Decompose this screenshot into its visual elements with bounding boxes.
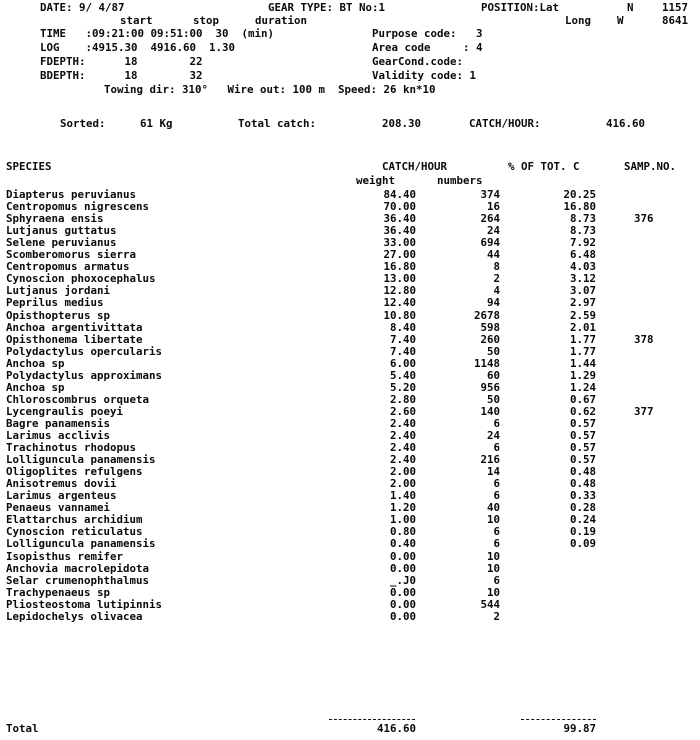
species-name: Chloroscombrus orqueta bbox=[6, 393, 150, 406]
pct-of-total: 1.24 bbox=[569, 381, 596, 394]
pct-of-total: 2.01 bbox=[569, 321, 596, 334]
pct-of-total: 0.28 bbox=[569, 501, 596, 514]
catch-weight: 12.40 bbox=[383, 296, 416, 309]
species-name: Trachypenaeus sp bbox=[6, 586, 111, 599]
log-line: LOG :4915.30 4916.60 1.30 bbox=[40, 41, 236, 54]
catch-numbers: 6 bbox=[493, 441, 500, 454]
species-name: Sphyraena ensis bbox=[6, 212, 104, 225]
numbers-subheader: numbers bbox=[437, 174, 483, 187]
catch-weight: 2.80 bbox=[389, 393, 416, 406]
catch-numbers: 24 bbox=[486, 429, 500, 442]
catch-numbers: 264 bbox=[480, 212, 500, 225]
catch-weight: 2.40 bbox=[389, 453, 416, 466]
pct-of-total: 0.48 bbox=[569, 465, 596, 478]
catch-numbers: 10 bbox=[486, 586, 500, 599]
catch-numbers: 16 bbox=[486, 200, 500, 213]
species-name: Anisotremus dovii bbox=[6, 477, 117, 490]
sorted-value: 61 Kg bbox=[140, 117, 173, 130]
catch-numbers: 6 bbox=[493, 525, 500, 538]
catch-weight: 2.40 bbox=[389, 441, 416, 454]
catch-weight: 1.20 bbox=[389, 501, 416, 514]
catch-hour-column-header: CATCH/HOUR bbox=[382, 160, 448, 173]
species-name: Bagre panamensis bbox=[6, 417, 111, 430]
pct-of-total: 0.48 bbox=[569, 477, 596, 490]
catch-weight: 36.40 bbox=[383, 224, 416, 237]
species-name: Lolliguncula panamensis bbox=[6, 453, 156, 466]
catch-weight: 0.00 bbox=[389, 598, 416, 611]
pct-of-total: 0.57 bbox=[569, 441, 596, 454]
catch-weight: 33.00 bbox=[383, 236, 416, 249]
lat-direction: N bbox=[627, 1, 634, 14]
pct-of-total: 1.29 bbox=[569, 369, 596, 382]
pct-total-column-header: % OF TOT. C bbox=[508, 160, 580, 173]
catch-weight: 1.40 bbox=[389, 489, 416, 502]
catch-weight: 1.00 bbox=[389, 513, 416, 526]
species-name: Pliosteostoma lutipinnis bbox=[6, 598, 163, 611]
sample-number: 378 bbox=[634, 333, 654, 346]
pct-of-total: 0.24 bbox=[569, 513, 596, 526]
catch-weight: 2.00 bbox=[389, 477, 416, 490]
catch-weight: 7.40 bbox=[389, 345, 416, 358]
species-name: Anchovia macrolepidota bbox=[6, 562, 150, 575]
species-name: Lepidochelys olivacea bbox=[6, 610, 143, 623]
catch-weight: 27.00 bbox=[383, 248, 416, 261]
catch-weight: 0.00 bbox=[389, 562, 416, 575]
sample-number: 376 bbox=[634, 212, 654, 225]
catch-weight: 7.40 bbox=[389, 333, 416, 346]
catch-weight: 0.00 bbox=[389, 586, 416, 599]
gearcond-code: GearCond.code: bbox=[372, 55, 464, 68]
species-name: Cynoscion phoxocephalus bbox=[6, 272, 156, 285]
species-name: Isopisthus remifer bbox=[6, 550, 124, 563]
gear-type-line: GEAR TYPE: BT No:1 bbox=[268, 1, 386, 14]
catch-weight: 12.80 bbox=[383, 284, 416, 297]
position-label: POSITION:Lat bbox=[481, 1, 560, 14]
species-name: Anchoa sp bbox=[6, 357, 65, 370]
catch-numbers: 216 bbox=[480, 453, 500, 466]
lat-value: 1157 bbox=[661, 1, 688, 14]
species-name: Opisthonema libertate bbox=[6, 333, 143, 346]
catch-numbers: 10 bbox=[486, 550, 500, 563]
catch-weight: 2.40 bbox=[389, 429, 416, 442]
catch-weight: 16.80 bbox=[383, 260, 416, 273]
species-name: Selar crumenophthalmus bbox=[6, 574, 150, 587]
species-name: Larimus acclivis bbox=[6, 429, 111, 442]
species-name: Lolliguncula panamensis bbox=[6, 537, 156, 550]
catch-numbers: 40 bbox=[486, 501, 500, 514]
catch-weight: 2.00 bbox=[389, 465, 416, 478]
catch-numbers: 2678 bbox=[473, 309, 500, 322]
catch-numbers: 50 bbox=[486, 393, 500, 406]
total-pct: 99.87 bbox=[563, 722, 596, 735]
catch-numbers: 14 bbox=[486, 465, 500, 478]
long-direction: W bbox=[617, 14, 624, 27]
long-label: Long bbox=[565, 14, 592, 27]
pct-of-total: 2.59 bbox=[569, 309, 596, 322]
total-catch-label: Total catch: bbox=[238, 117, 317, 130]
validity-code: Validity code: 1 bbox=[372, 69, 477, 82]
pct-of-total: 8.73 bbox=[569, 224, 596, 237]
purpose-code: Purpose code: 3 bbox=[372, 27, 483, 40]
catch-numbers: 10 bbox=[486, 513, 500, 526]
catch-numbers: 24 bbox=[486, 224, 500, 237]
catch-numbers: 10 bbox=[486, 562, 500, 575]
catch-numbers: 694 bbox=[480, 236, 500, 249]
species-name: Lycengraulis poeyi bbox=[6, 405, 124, 418]
species-name: Trachinotus rhodopus bbox=[6, 441, 137, 454]
total-label: Total bbox=[6, 722, 39, 735]
catch-weight: 70.00 bbox=[383, 200, 416, 213]
pct-of-total: 1.44 bbox=[569, 357, 596, 370]
pct-of-total: 0.19 bbox=[569, 525, 596, 538]
catch-weight: 84.40 bbox=[383, 188, 416, 201]
pct-of-total: 16.80 bbox=[563, 200, 596, 213]
catch-weight: 5.40 bbox=[389, 369, 416, 382]
species-name: Oligoplites refulgens bbox=[6, 465, 143, 478]
catch-numbers: 140 bbox=[480, 405, 500, 418]
catch-weight: 0.40 bbox=[389, 537, 416, 550]
time-line: TIME :09:21:00 09:51:00 30 (min) bbox=[40, 27, 275, 40]
catch-weight: 36.40 bbox=[383, 212, 416, 225]
sample-number: 377 bbox=[634, 405, 654, 418]
pct-of-total: 0.09 bbox=[569, 537, 596, 550]
catch-numbers: 94 bbox=[486, 296, 500, 309]
species-name: Polydactylus opercularis bbox=[6, 345, 163, 358]
fdepth-line: FDEPTH: 18 22 bbox=[40, 55, 203, 68]
pct-of-total: 0.57 bbox=[569, 417, 596, 430]
pct-of-total: 20.25 bbox=[563, 188, 596, 201]
catch-numbers: 8 bbox=[493, 260, 500, 273]
area-code: Area code : 4 bbox=[372, 41, 483, 54]
species-name: Centropomus nigrescens bbox=[6, 200, 150, 213]
species-name: Diapterus peruvianus bbox=[6, 188, 137, 201]
pct-of-total: 1.77 bbox=[569, 333, 596, 346]
start-column-label: start bbox=[120, 14, 153, 27]
catch-numbers: 2 bbox=[493, 272, 500, 285]
catch-numbers: 6 bbox=[493, 489, 500, 502]
duration-column-label: duration bbox=[255, 14, 308, 27]
species-name: Anchoa sp bbox=[6, 381, 65, 394]
species-name: Cynoscion reticulatus bbox=[6, 525, 143, 538]
catch-weight: 8.40 bbox=[389, 321, 416, 334]
long-value: 8641 bbox=[661, 14, 688, 27]
catch-weight: 2.60 bbox=[389, 405, 416, 418]
catch-numbers: 956 bbox=[480, 381, 500, 394]
pct-of-total: 0.33 bbox=[569, 489, 596, 502]
species-name: Selene peruvianus bbox=[6, 236, 117, 249]
catch-numbers: 1148 bbox=[473, 357, 500, 370]
species-name: Lutjanus jordani bbox=[6, 284, 111, 297]
catch-hour-label: CATCH/HOUR: bbox=[469, 117, 541, 130]
species-name: Opisthopterus sp bbox=[6, 309, 111, 322]
pct-of-total: 3.12 bbox=[569, 272, 596, 285]
catch-numbers: 374 bbox=[480, 188, 500, 201]
pct-of-total: 3.07 bbox=[569, 284, 596, 297]
species-name: Centropomus armatus bbox=[6, 260, 130, 273]
catch-weight: 10.80 bbox=[383, 309, 416, 322]
catch-numbers: 2 bbox=[493, 610, 500, 623]
samp-no-column-header: SAMP.NO. bbox=[624, 160, 677, 173]
towing-line: Towing dir: 310° Wire out: 100 m Speed: 26 kn*10 bbox=[104, 83, 436, 96]
species-name: Elattarchus archidium bbox=[6, 513, 143, 526]
catch-numbers: 6 bbox=[493, 417, 500, 430]
pct-of-total: 7.92 bbox=[569, 236, 596, 249]
stop-column-label: stop bbox=[193, 14, 220, 27]
sorted-label: Sorted: bbox=[60, 117, 106, 130]
catch-numbers: 6 bbox=[493, 574, 500, 587]
catch-numbers: 6 bbox=[493, 477, 500, 490]
pct-of-total: 4.03 bbox=[569, 260, 596, 273]
total-weight: 416.60 bbox=[376, 722, 416, 735]
catch-weight: 0.00 bbox=[389, 610, 416, 623]
catch-weight: 13.00 bbox=[383, 272, 416, 285]
pct-of-total: 0.67 bbox=[569, 393, 596, 406]
catch-numbers: 260 bbox=[480, 333, 500, 346]
bdepth-line: BDEPTH: 18 32 bbox=[40, 69, 203, 82]
pct-of-total: 6.48 bbox=[569, 248, 596, 261]
species-name: Lutjanus guttatus bbox=[6, 224, 117, 237]
catch-weight: 2.40 bbox=[389, 417, 416, 430]
catch-weight: 6.00 bbox=[389, 357, 416, 370]
pct-of-total: 1.77 bbox=[569, 345, 596, 358]
weight-subheader: weight bbox=[356, 174, 396, 187]
catch-numbers: 4 bbox=[493, 284, 500, 297]
date-line: DATE: 9/ 4/87 bbox=[40, 1, 125, 14]
species-name: Larimus argenteus bbox=[6, 489, 117, 502]
catch-weight: 0.00 bbox=[389, 550, 416, 563]
species-name: Peprilus medius bbox=[6, 296, 104, 309]
catch-numbers: 44 bbox=[486, 248, 500, 261]
catch-weight: 5.20 bbox=[389, 381, 416, 394]
catch-weight: 0.80 bbox=[389, 525, 416, 538]
species-name: Polydactylus approximans bbox=[6, 369, 163, 382]
pct-of-total: 0.57 bbox=[569, 429, 596, 442]
species-column-header: SPECIES bbox=[6, 160, 52, 173]
catch-weight: _.J0 bbox=[389, 574, 416, 587]
species-name: Anchoa argentivittata bbox=[6, 321, 143, 334]
catch-numbers: 544 bbox=[480, 598, 500, 611]
weight-total-rule bbox=[329, 719, 415, 720]
pct-total-rule bbox=[521, 719, 596, 720]
catch-numbers: 50 bbox=[486, 345, 500, 358]
species-name: Scomberomorus sierra bbox=[6, 248, 137, 261]
catch-numbers: 60 bbox=[486, 369, 500, 382]
pct-of-total: 2.97 bbox=[569, 296, 596, 309]
pct-of-total: 0.62 bbox=[569, 405, 596, 418]
pct-of-total: 0.57 bbox=[569, 453, 596, 466]
catch-hour-value: 416.60 bbox=[606, 117, 646, 130]
species-name: Penaeus vannamei bbox=[6, 501, 111, 514]
catch-numbers: 598 bbox=[480, 321, 500, 334]
catch-numbers: 6 bbox=[493, 537, 500, 550]
total-catch-value: 208.30 bbox=[382, 117, 422, 130]
pct-of-total: 8.73 bbox=[569, 212, 596, 225]
